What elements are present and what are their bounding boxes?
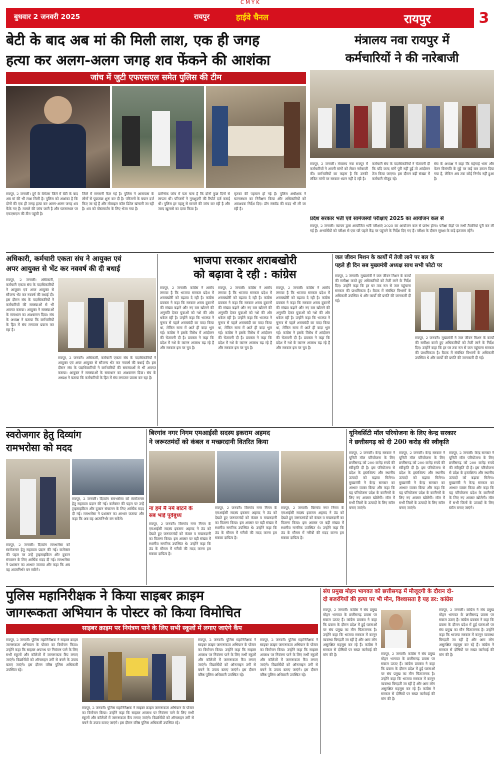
blanket-subhead: ना हमें मैं नमें बांटने के [149, 506, 193, 512]
officers-headline-1: अधिकारी, कर्मचारी एकता संघ ने आयुक्त एवं [6, 254, 122, 263]
divider [157, 254, 158, 426]
cyber-col-4: रायपुर, 2 जनवरी। पुलिस महानिरीक्षक ने साइबर क्राइम जागरूकता अभियान के पोस्टर का विमोचन किया। उन्होंने कहा कि साइबर अपराध पर नियंत्रण पाने के लिए सभी स्कूलों और कॉलेजों में जागरूकता कैंप लगाए जाएंगे। विद्यार्थियों को ऑनलाइन ठगी से बचने के उपाय बताए जाएंगे। इस दौरान वरिष्ठ पुलिस अधिकारी उपस्थित रहे। [260, 638, 318, 677]
masthead [6, 8, 494, 28]
officers-col-2: रायपुर, 2 जनवरी। अधिकारी, कर्मचारी एकता संघ के पदाधिकारियों ने आयुक्त एवं अपर आयुक्त से सौजन्य भेंट कर नववर्ष की बधाई दी। इस दौरान संघ के पदाधिकारियों ने कर्मचारियों की समस्याओं से भी अवगत कराया। आयुक्त ने समस्याओं के समाधान का आश्वासन दिया। संघ के अध्यक्ष ने बताया कि कर्मचारियों के हित में संघ लगातार प्रयास कर रहा है। [58, 356, 156, 380]
secretariat-col-2: कर्मचारी संघ के पदाधिकारियों ने चेतावनी दी कि यदि जल्द मांगें पूरी नहीं हुईं तो आंदोलन तेज किया जाएगा। इस दौरान बड़ी संख्या में कर्मचारी मौजूद रहे। [372, 162, 430, 181]
divyang-photo-1 [6, 459, 70, 539]
top-story-col-2: जिले में सनसनी फैल गई है। पुलिस ने आसपास के लोगों से पूछताछ शुरू कर दी है। परिजनों के बयान दर्ज किए जा रहे हैं और मोबाइल कॉल डिटेल खंगाली जा रही है। शव को पोस्टमार्टम के लिए भेजा गया है। [82, 192, 154, 211]
unity-mall-headline-2: ने छत्तीसगढ़ को दी 200 करोड़ की स्वीकृति [349, 439, 449, 446]
cyber-photo [82, 638, 194, 702]
congress-headline-1: संघ प्रमुख मोहन भागवत को छत्तीसगढ़ में मौजूदगी के दौरान दो- [323, 589, 454, 595]
cyber-col-2: रायपुर, 2 जनवरी। पुलिस महानिरीक्षक ने साइबर क्राइम जागरूकता अभियान के पोस्टर का विमोचन किया। उन्होंने कहा कि साइबर अपराध पर नियंत्रण पाने के लिए सभी स्कूलों और कॉलेजों में जागरूकता कैंप लगाए जाएंगे। विद्यार्थियों को ऑनलाइन ठगी से बचने के उपाय बताए जाएंगे। इस दौरान वरिष्ठ पुलिस अधिकारी उपस्थित रहे। [82, 706, 194, 725]
divyang-body: रायपुर, 2 जनवरी। दिव्यांग रामभरोसा को स्वरोजगार हेतु सहायता प्रदान की गई। कलेक्टर की पहल पर उन्हें ट्राइसाइकिल और दुकान संचालन के लिए आर्थिक मदद दी गई। रामभरोसा ने प्रशासन का आभार जताया और कहा कि अब वह आत्मनिर्भर बन सकेंगे। [72, 497, 144, 521]
unity-mall-col-2: रायपुर, 2 जनवरी। केन्द्र सरकार ने यूनिटी मॉल परियोजना के लिए छत्तीसगढ़ को 200 करोड़ रुपये की स्वीकृति दी है। इस परियोजना से प्रदेश के हस्तशिल्प और स्थानीय उत्पादों को बढ़ावा मिलेगा। मुख्यमंत्री ने केन्द्र सरकार का आभार व्यक्त किया और कहा कि यह परियोजना प्रदेश के कारीगरों के लिए नए अवसर खोलेगी। मॉल में सभी जिलों के उत्पादों के लिए स्टॉल बनाए जाएंगे। [399, 451, 445, 510]
congress-portrait [381, 610, 411, 648]
recruitment-headline: प्रदेश सरकार भर्ती एवं सामंजस्यों परीक्षाएं 2025 का आयोजन कल से [310, 216, 444, 222]
blanket-photo-1 [149, 451, 215, 503]
blanket-col-1: रायपुर, 2 जनवरी। बिरगांव नगर निगम के एमआईसी सदस्य इकराम अहमद ने ठंड को देखते हुए जरूरतमंदों को कंबल व मच्छरदानी का वितरण किया। इस अवसर पर बड़ी संख्या में स्थानीय नागरिक उपस्थित थे। उन्होंने कहा कि ठंड के मौसम में गरीबों की मदद करना हम सबका दायित्व है। [149, 522, 211, 556]
jal-jeevan-headline-1: जल जीवन मिशन के कार्यों में तेजी लाने पर बल के [335, 255, 435, 261]
masthead-city: रायपुर [194, 13, 210, 21]
masthead-brand: हाईवे चैनल [236, 13, 269, 22]
divider [332, 254, 333, 426]
unity-mall-headline-1: यूनिवर्सिटी मॉल परियोजना के लिए केन्द्र सरकार [349, 430, 456, 437]
blanket-story [149, 429, 344, 585]
top-story-photo-3 [206, 86, 306, 188]
jal-jeevan-headline-2: पहले ही दिन सब मुख्यमंत्री अध्यक्ष साथ सभी फोटो पर [335, 263, 443, 269]
cyber-col-3: रायपुर, 2 जनवरी। पुलिस महानिरीक्षक ने साइबर क्राइम जागरूकता अभियान के पोस्टर का विमोचन किया। उन्होंने कहा कि साइबर अपराध पर नियंत्रण पाने के लिए सभी स्कूलों और कॉलेजों में जागरूकता कैंप लगाए जाएंगे। विद्यार्थियों को ऑनलाइन ठगी से बचने के उपाय बताए जाएंगे। इस दौरान वरिष्ठ पुलिस अधिकारी उपस्थित रहे। [198, 638, 256, 677]
top-story-col-3: प्रारंभिक जांच में पता चला है कि दोनों कुछ दिनों से लापता थीं। परिजनों ने गुमशुदगी की रिपोर्ट दर्ज कराई थी। पुलिस हर पहलू से मामले की जांच कर रही है और जल्द खुलासे का दावा किया है। [158, 192, 230, 211]
congress-story [323, 588, 494, 754]
jal-jeevan-col-1: रायपुर, 2 जनवरी। मुख्यमंत्री ने जल जीवन मिशन के कार्यों की समीक्षा करते हुए अधिकारियों को तेजी लाने के निर्देश दिए। उन्होंने कहा कि हर घर तक नल से जल पहुंचाना सरकार की प्राथमिकता है। बैठक में संबंधित विभागों के अधिकारी उपस्थित थे और कार्यों की प्रगति की जानकारी दी गई। [335, 274, 411, 303]
bjp-headline-2: को बढ़ावा दे रही : कांग्रेस [193, 268, 297, 281]
secretariat-story [310, 30, 494, 216]
masthead-date: बुधवार 2 जनवरी 2025 [14, 13, 81, 21]
recruitment-body: रायपुर, 2 जनवरी। व्यापम द्वारा आयोजित भर्ती परीक्षाएं 2025 का आयोजन कल से प्रारंभ होगा। परीक्षा केंद्रों पर सभी तैयारियां पूरी कर ली गई हैं। अभ्यर्थियों को परीक्षा से एक घंटे पहले केंद्र पर पहुंचने के निर्देश दिए गए हैं। परीक्षा के दौरान सुरक्षा के कड़े इंतजाम रहेंगे। [310, 224, 494, 233]
congress-col-2: रायपुर, 2 जनवरी। कांग्रेस ने संघ प्रमुख मोहन भागवत के छत्तीसगढ़ प्रवास पर सवाल उठाए हैं। कांग्रेस प्रवक्ता ने कहा कि प्रवास के दौरान प्रदेश में हुई घटनाओं पर संघ प्रमुख का मौन चिंताजनक है। उन्होंने कहा कि भाजपा सरकार में कानून व्यवस्था बिगड़ती जा रही है और आम लोग असुरक्षित महसूस कर रहे हैं। कांग्रेस ने सरकार से दोषियों पर सख्त कार्रवाई की मांग की है। [381, 652, 435, 701]
jal-jeevan-photo [415, 274, 494, 332]
blanket-col-3: रायपुर, 2 जनवरी। बिरगांव नगर निगम के एमआईसी सदस्य इकराम अहमद ने ठंड को देखते हुए जरूरतमंदों को कंबल व मच्छरदानी का वितरण किया। इस अवसर पर बड़ी संख्या में स्थानीय नागरिक उपस्थित थे। उन्होंने कहा कि ठंड के मौसम में गरीबों की मदद करना हम सबका दायित्व है। [281, 506, 344, 540]
divyang-story [6, 429, 144, 585]
divyang-body-2: रायपुर, 2 जनवरी। दिव्यांग रामभरोसा को स्वरोजगार हेतु सहायता प्रदान की गई। कलेक्टर की पहल पर उन्हें ट्राइसाइकिल और दुकान संचालन के लिए आर्थिक मदद दी गई। रामभरोसा ने प्रशासन का आभार जताया और कहा कि अब वह आत्मनिर्भर बन सकेंगे। [6, 543, 70, 572]
divider [320, 588, 321, 754]
cyber-headline-1: पुलिस महानिरीक्षक ने किया साइबर क्राइम [6, 589, 204, 604]
officers-col-1: रायपुर, 2 जनवरी। अधिकारी, कर्मचारी एकता संघ के पदाधिकारियों ने आयुक्त एवं अपर आयुक्त से सौजन्य भेंट कर नववर्ष की बधाई दी। इस दौरान संघ के पदाधिकारियों ने कर्मचारियों की समस्याओं से भी अवगत कराया। आयुक्त ने समस्याओं के समाधान का आश्वासन दिया। संघ के अध्यक्ष ने बताया कि कर्मचारियों के हित में संघ लगातार प्रयास कर रहा है। [6, 278, 54, 332]
jal-jeevan-col-2: रायपुर, 2 जनवरी। मुख्यमंत्री ने जल जीवन मिशन के कार्यों की समीक्षा करते हुए अधिकारियों को तेजी लाने के निर्देश दिए। उन्होंने कहा कि हर घर तक नल से जल पहुंचाना सरकार की प्राथमिकता है। बैठक में संबंधित विभागों के अधिकारी उपस्थित थे और कार्यों की प्रगति की जानकारी दी गई। [415, 336, 494, 360]
secretariat-col-3: संघ के अध्यक्ष ने कहा कि महंगाई भत्ता और वेतन विसंगति के मुद्दे पर कई बार ज्ञापन दिया गया है, लेकिन अब तक कोई निर्णय नहीं हुआ है। [434, 162, 494, 181]
unity-mall-col-1: रायपुर, 2 जनवरी। केन्द्र सरकार ने यूनिटी मॉल परियोजना के लिए छत्तीसगढ़ को 200 करोड़ रुपये की स्वीकृति दी है। इस परियोजना से प्रदेश के हस्तशिल्प और स्थानीय उत्पादों को बढ़ावा मिलेगा। मुख्यमंत्री ने केन्द्र सरकार का आभार व्यक्त किया और कहा कि यह परियोजना प्रदेश के कारीगरों के लिए नए अवसर खोलेगी। मॉल में सभी जिलों के उत्पादों के लिए स्टॉल बनाए जाएंगे। [349, 451, 395, 510]
blanket-col-2: रायपुर, 2 जनवरी। बिरगांव नगर निगम के एमआईसी सदस्य इकराम अहमद ने ठंड को देखते हुए जरूरतमंदों को कंबल व मच्छरदानी का वितरण किया। इस अवसर पर बड़ी संख्या में स्थानीय नागरिक उपस्थित थे। उन्होंने कहा कि ठंड के मौसम में गरीबों की मदद करना हम सबका दायित्व है। [215, 506, 277, 540]
divider [6, 252, 494, 253]
blanket-photo-2 [217, 451, 279, 503]
divyang-photo-2 [72, 459, 144, 495]
divider [146, 429, 147, 585]
officers-story [6, 254, 156, 426]
secretariat-photo [310, 70, 494, 158]
cyber-crime-story [6, 588, 318, 754]
divider [346, 429, 347, 585]
bjp-headline-1: भाजपा सरकार शराबखोरी [193, 254, 297, 267]
secretariat-headline-1: मंत्रालय नवा रायपुर में [354, 33, 450, 47]
officers-photo [58, 278, 156, 352]
top-story-col-4: मृतका की पहचान हो गई है। पुलिस अधीक्षक ने घटनास्थल का निरीक्षण किया और अधिकारियों को आवश्यक निर्देश दिए। डॉग स्क्वॉड की मदद भी ली जा रही है। [234, 192, 306, 211]
top-story [6, 30, 306, 248]
secretariat-headline-2: कर्मचारियों ने की नारेबाजी [345, 51, 459, 65]
bjp-col-1: रायपुर, 2 जनवरी। कांग्रेस ने आरोप लगाया है कि भाजपा सरकार प्रदेश में शराबखोरी को बढ़ावा दे रही है। कांग्रेस प्रवक्ता ने कहा कि सरकार शराब दुकानों की संख्या बढ़ाने और नए बार खोलने की अनुमति देकर युवाओं को नशे की ओर धकेल रही है। उन्होंने कहा कि भाजपा ने चुनाव से पहले शराबबंदी का वादा किया था, लेकिन सत्ता में आते ही वादा भूल गई। कांग्रेस ने इसके विरोध में आंदोलन की चेतावनी दी है। प्रवक्ता ने कहा कि प्रदेश में नशे के कारण अपराध बढ़ रहे हैं और सरकार इस पर चुप है। [160, 286, 214, 350]
page-number: 3 [474, 8, 494, 28]
blanket-subhead-2: सब भाई पूर्वबुध्य [149, 513, 182, 519]
top-story-headline-1: बेटी के बाद अब मां की मिली लाश, एक ही जगह [6, 33, 260, 49]
unity-mall-story [349, 429, 494, 585]
blanket-photo-3 [281, 451, 344, 503]
divyang-headline-2: रामभरोसा को मदद [6, 443, 73, 454]
section-title: रायपुर [404, 12, 431, 26]
divider [6, 427, 494, 428]
top-story-band: जांच में जुटी एफएसएल समेत पुलिस की टीम [6, 72, 306, 84]
top-story-photo-1 [6, 86, 110, 188]
recruitment-story [310, 216, 494, 252]
divider [6, 586, 494, 587]
secretariat-col-1: रायपुर, 2 जनवरी। मंत्रालय नवा रायपुर में कर्मचारियों ने अपनी मांगों को लेकर नारेबाजी की। कर्मचारियों का कहना है कि उनकी लंबित मांगों पर सरकार ध्यान नहीं दे रही है। [310, 162, 368, 181]
cyber-band: साइबर क्राइम पर नियंत्रण पाने के लिए सभी स्कूलों में लगाए जाएंगे कैंप [6, 624, 318, 634]
divyang-headline-1: स्वरोजगार हेतु दिव्यांग [6, 430, 82, 441]
blanket-headline-2: ने जरूरतमंदों को कंबल व मच्छरदानी वितरित किया [149, 438, 269, 446]
jal-jeevan-story [335, 254, 494, 426]
congress-headline-2: दो बजरंगियों की हत्या पर भी मौन, विश्वासता है यह डर: कांग्रेस [323, 597, 453, 603]
top-story-headline-2: हत्या कर अलग-अलग जगह शव फेंकने की आशंका [6, 53, 271, 69]
bjp-story [160, 254, 330, 426]
cyber-headline-2: जागरूकता अभियान के पोस्टर को किया विमोचित [6, 606, 241, 621]
top-story-col-1: रायपुर, 2 जनवरी। दुर्ग के बेमेतरा जिले में बेटी के बाद अब मां की भी लाश मिली है। पुलिस को आशंका है कि दोनों की एक ही जगह हत्या कर अलग-अलग जगह शव फेंके गए हैं। मामले की जांच जारी है और घटनास्थल पर एफएसएल की टीम पहुंची है। [6, 192, 78, 216]
officers-headline-2: अपर आयुक्त से भेंट कर नववर्ष की दी बधाई [6, 264, 121, 273]
bjp-col-2: रायपुर, 2 जनवरी। कांग्रेस ने आरोप लगाया है कि भाजपा सरकार प्रदेश में शराबखोरी को बढ़ावा दे रही है। कांग्रेस प्रवक्ता ने कहा कि सरकार शराब दुकानों की संख्या बढ़ाने और नए बार खोलने की अनुमति देकर युवाओं को नशे की ओर धकेल रही है। उन्होंने कहा कि भाजपा ने चुनाव से पहले शराबबंदी का वादा किया था, लेकिन सत्ता में आते ही वादा भूल गई। कांग्रेस ने इसके विरोध में आंदोलन की चेतावनी दी है। प्रवक्ता ने कहा कि प्रदेश में नशे के कारण अपराध बढ़ रहे हैं और सरकार इस पर चुप है। [218, 286, 272, 350]
cmyk-marker: C M Y K [240, 0, 260, 6]
blanket-headline-1: बिरगांव नगर निगम एमआईसी सदस्य इकराम अहमद [149, 429, 270, 437]
congress-col-1: रायपुर, 2 जनवरी। कांग्रेस ने संघ प्रमुख मोहन भागवत के छत्तीसगढ़ प्रवास पर सवाल उठाए हैं। कांग्रेस प्रवक्ता ने कहा कि प्रवास के दौरान प्रदेश में हुई घटनाओं पर संघ प्रमुख का मौन चिंताजनक है। उन्होंने कहा कि भाजपा सरकार में कानून व्यवस्था बिगड़ती जा रही है और आम लोग असुरक्षित महसूस कर रहे हैं। कांग्रेस ने सरकार से दोषियों पर सख्त कार्रवाई की मांग की है। [323, 608, 377, 657]
top-story-photo-2 [112, 86, 204, 188]
congress-col-3: रायपुर, 2 जनवरी। कांग्रेस ने संघ प्रमुख मोहन भागवत के छत्तीसगढ़ प्रवास पर सवाल उठाए हैं। कांग्रेस प्रवक्ता ने कहा कि प्रवास के दौरान प्रदेश में हुई घटनाओं पर संघ प्रमुख का मौन चिंताजनक है। उन्होंने कहा कि भाजपा सरकार में कानून व्यवस्था बिगड़ती जा रही है और आम लोग असुरक्षित महसूस कर रहे हैं। कांग्रेस ने सरकार से दोषियों पर सख्त कार्रवाई की मांग की है। [439, 608, 494, 657]
cyber-col-1: रायपुर, 2 जनवरी। पुलिस महानिरीक्षक ने साइबर क्राइम जागरूकता अभियान के पोस्टर का विमोचन किया। उन्होंने कहा कि साइबर अपराध पर नियंत्रण पाने के लिए सभी स्कूलों और कॉलेजों में जागरूकता कैंप लगाए जाएंगे। विद्यार्थियों को ऑनलाइन ठगी से बचने के उपाय बताए जाएंगे। इस दौरान वरिष्ठ पुलिस अधिकारी उपस्थित रहे। [6, 638, 78, 672]
unity-mall-col-3: रायपुर, 2 जनवरी। केन्द्र सरकार ने यूनिटी मॉल परियोजना के लिए छत्तीसगढ़ को 200 करोड़ रुपये की स्वीकृति दी है। इस परियोजना से प्रदेश के हस्तशिल्प और स्थानीय उत्पादों को बढ़ावा मिलेगा। मुख्यमंत्री ने केन्द्र सरकार का आभार व्यक्त किया और कहा कि यह परियोजना प्रदेश के कारीगरों के लिए नए अवसर खोलेगी। मॉल में सभी जिलों के उत्पादों के लिए स्टॉल बनाए जाएंगे। [449, 451, 494, 510]
bjp-col-3: रायपुर, 2 जनवरी। कांग्रेस ने आरोप लगाया है कि भाजपा सरकार प्रदेश में शराबखोरी को बढ़ावा दे रही है। कांग्रेस प्रवक्ता ने कहा कि सरकार शराब दुकानों की संख्या बढ़ाने और नए बार खोलने की अनुमति देकर युवाओं को नशे की ओर धकेल रही है। उन्होंने कहा कि भाजपा ने चुनाव से पहले शराबबंदी का वादा किया था, लेकिन सत्ता में आते ही वादा भूल गई। कांग्रेस ने इसके विरोध में आंदोलन की चेतावनी दी है। प्रवक्ता ने कहा कि प्रदेश में नशे के कारण अपराध बढ़ रहे हैं और सरकार इस पर चुप है। [276, 286, 330, 350]
